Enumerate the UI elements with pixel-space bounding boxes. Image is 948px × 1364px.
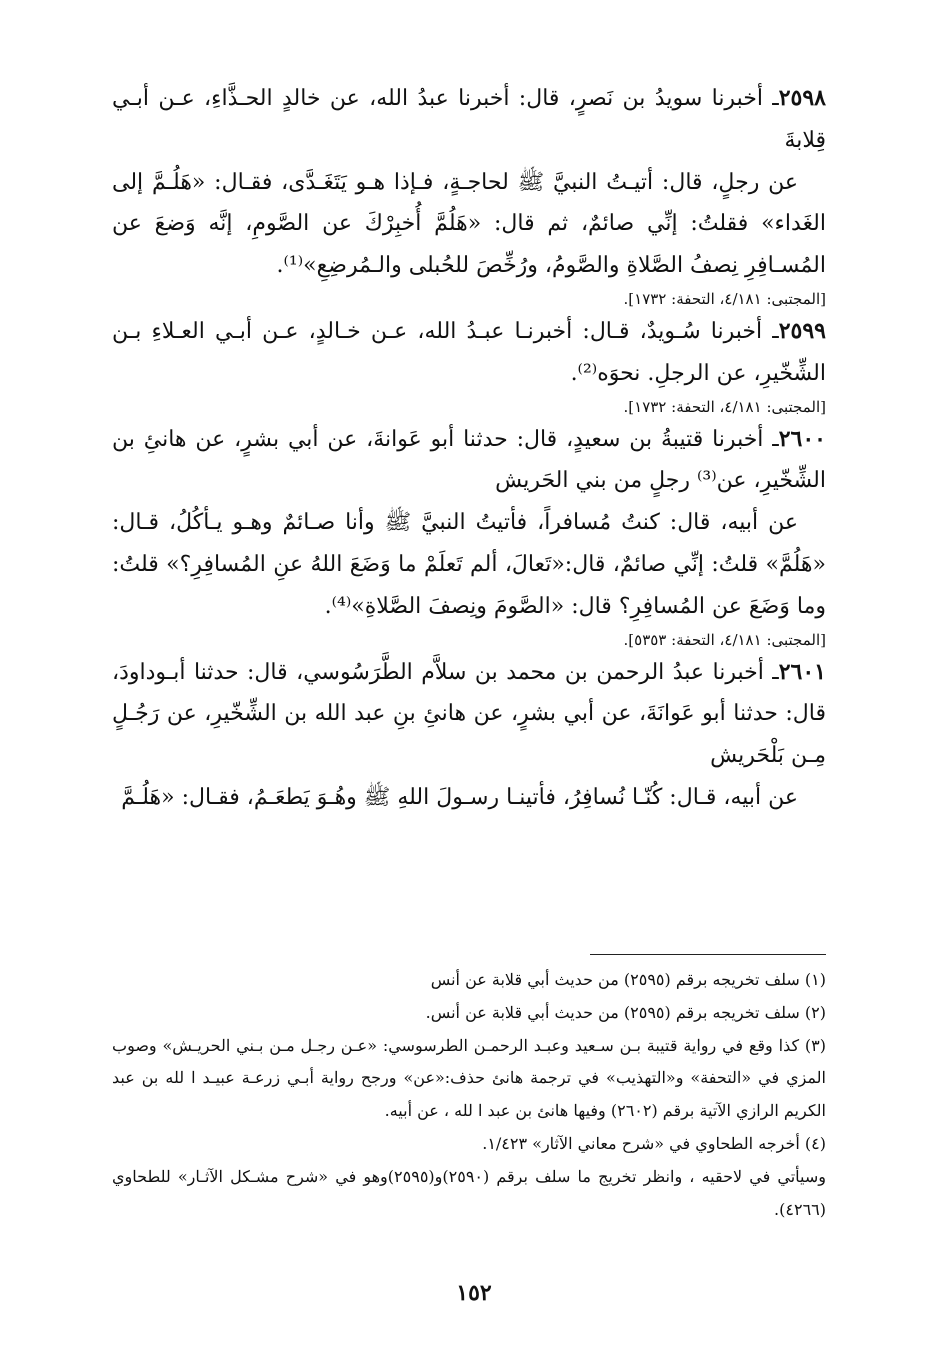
page-number: ١٥٢ xyxy=(456,1280,492,1306)
footnote-2: (٢) سلف تخريجه برقم (٢٥٩٥) من حديث أبي قلابة عن أنس. xyxy=(425,1002,826,1022)
isnad-text: ـ أخبرنا قتيبةُ بن سعيدٍ، قال: حدثنا أبو عَوانةَ، عن أبي بشرٍ، عن هانئِ بن الشِّخّيرِ، عن⁽³⁾ رجلٍ من بني الحَريش xyxy=(112,426,826,494)
footnote-1: (١) سلف تخريجه برقم (٢٥٩٥) من حديث أبي قلابة عن أنس xyxy=(430,970,826,989)
hadith-2599-citation: [المجتبى: ٤/١٨١، التحفة: ١٧٣٢]. xyxy=(623,397,826,416)
hadith-2600-citation: [المجتبى: ٤/١٨١، التحفة: ٥٣٥٣]. xyxy=(623,630,826,649)
hadith-2598-matn: عن رجلٍ، قال: أتيـتُ النبيَّ ﷺ لحاجـةٍ، فـإذا هـو يَتَغَـدَّى، فقـال: «هَلُـمَّ إلى الغَداء» فقلتُ: إنِّي صائمٌ، ثم قال: «هَلُمَّ أُخبِرْكَ عن الصَّومِ، إنَّه وَضعَ عن المُسـافِرِ نِصفُ الصَّلاةِ والصَّومُ، ورُخِّصَ للحُبلى والـمُرضِعِ»⁽¹⁾. xyxy=(112,169,826,279)
main-text xyxy=(112,78,826,819)
hadith-2598-isnad xyxy=(112,78,826,162)
hadith-number: ٢٦٠١ xyxy=(778,658,826,685)
footnote-divider xyxy=(590,954,826,955)
hadith-2599-isnad xyxy=(112,311,826,395)
hadith-2600-isnad xyxy=(112,419,826,503)
hadith-number: ٢٥٩٩ xyxy=(778,317,826,344)
footnote-3: (٣) كذا وقع في رواية قتيبة بـن سـعيد وعبـد الرحمـن الطرسوسي: «عـن رجـل مـن بـني الحريـش» وصوب المزي في «التحفة» و«التهذيب» في ترجمة هانئ حذف:«عن» ورجح رواية أبـي زرعـة عبيـد ا لله بن عبد الكريم الرازي الآتية برقم (٢٦٠٢) وفيها هانئ بن عبد ا لله ، عن أبيه. xyxy=(112,1035,826,1121)
isnad-text: ـ أخبرنا سويدُ بن نَصرٍ، قال: أخبرنا عبدُ الله، عن خالدٍ الحـذَّاءِ، عـن أبـي قِلابةَ xyxy=(112,86,826,153)
hadith-2601-matn: عن أبيه، قـال: كُنّـا نُسافِرُ، فأتينـا رسـولَ اللهِ ﷺ وهُـوَ يَطعَـمُ، فقـال: «هَلُـمَّ xyxy=(121,784,798,810)
hadith-number: ٢٦٠٠ xyxy=(778,425,826,452)
footnote-4: (٤) أخرجه الطحاوي في «شرح معاني الآثار» ١/٤٢٣. xyxy=(482,1133,826,1153)
hadith-number: ٢٥٩٨ xyxy=(778,85,826,111)
hadith-2601-isnad xyxy=(112,652,826,777)
footnotes xyxy=(112,964,826,1226)
hadith-2600-matn: عن أبيه، قال: كنتُ مُسافراً، فأتيتُ النبيَّ ﷺ وأنا صـائمٌ وهـو يـأكُلُ، قـال: «هَلُمَّ» قلتُ: إنِّي صائمٌ، قال:«تَعالَ، ألم تَعلَمْ ما وَضَعَ اللهُ عنِ المُسافِرِ؟» قلتُ: وما وَضَعَ عن المُسافِرِ؟ قال: «الصَّومَ ونِصفَ الصَّلاةِ»⁽⁴⁾. xyxy=(112,510,826,619)
isnad-text: ـ أخبرنا سُـويدٌ، قـال: أخبرنـا عبـدُ الله، عـن خـالدٍ، عـن أبـي العـلاءِ بـن الشِّخّيرِ، عن الرجلِ. نحوَه⁽²⁾. xyxy=(112,318,826,386)
isnad-text: ـ أخبرنا عبدُ الرحمن بن محمد بن سلاَّم الطَّرَسُوسي، قال: حدثنا أبـوداودَ، قال: حدثنا أبو عَوانَةَ، عن أبي بشرٍ، عن هانئِ بنِ عبد الله بن الشِّخّيرِ، عن رَجُـلٍ مِـن بَلْحَريش xyxy=(112,659,826,769)
hadith-2598-citation: [المجتبى: ٤/١٨١، التحفة: ١٧٣٢]. xyxy=(623,289,826,308)
footnote-4-continued: وسيأتي في لاحقيه ، وانظر تخريج ما سلف برقم (٢٥٩٠)و(٢٥٩٥)وهو في «شرح مشـكل الآثـار» للطحاوي (٤٢٦٦). xyxy=(112,1166,827,1219)
